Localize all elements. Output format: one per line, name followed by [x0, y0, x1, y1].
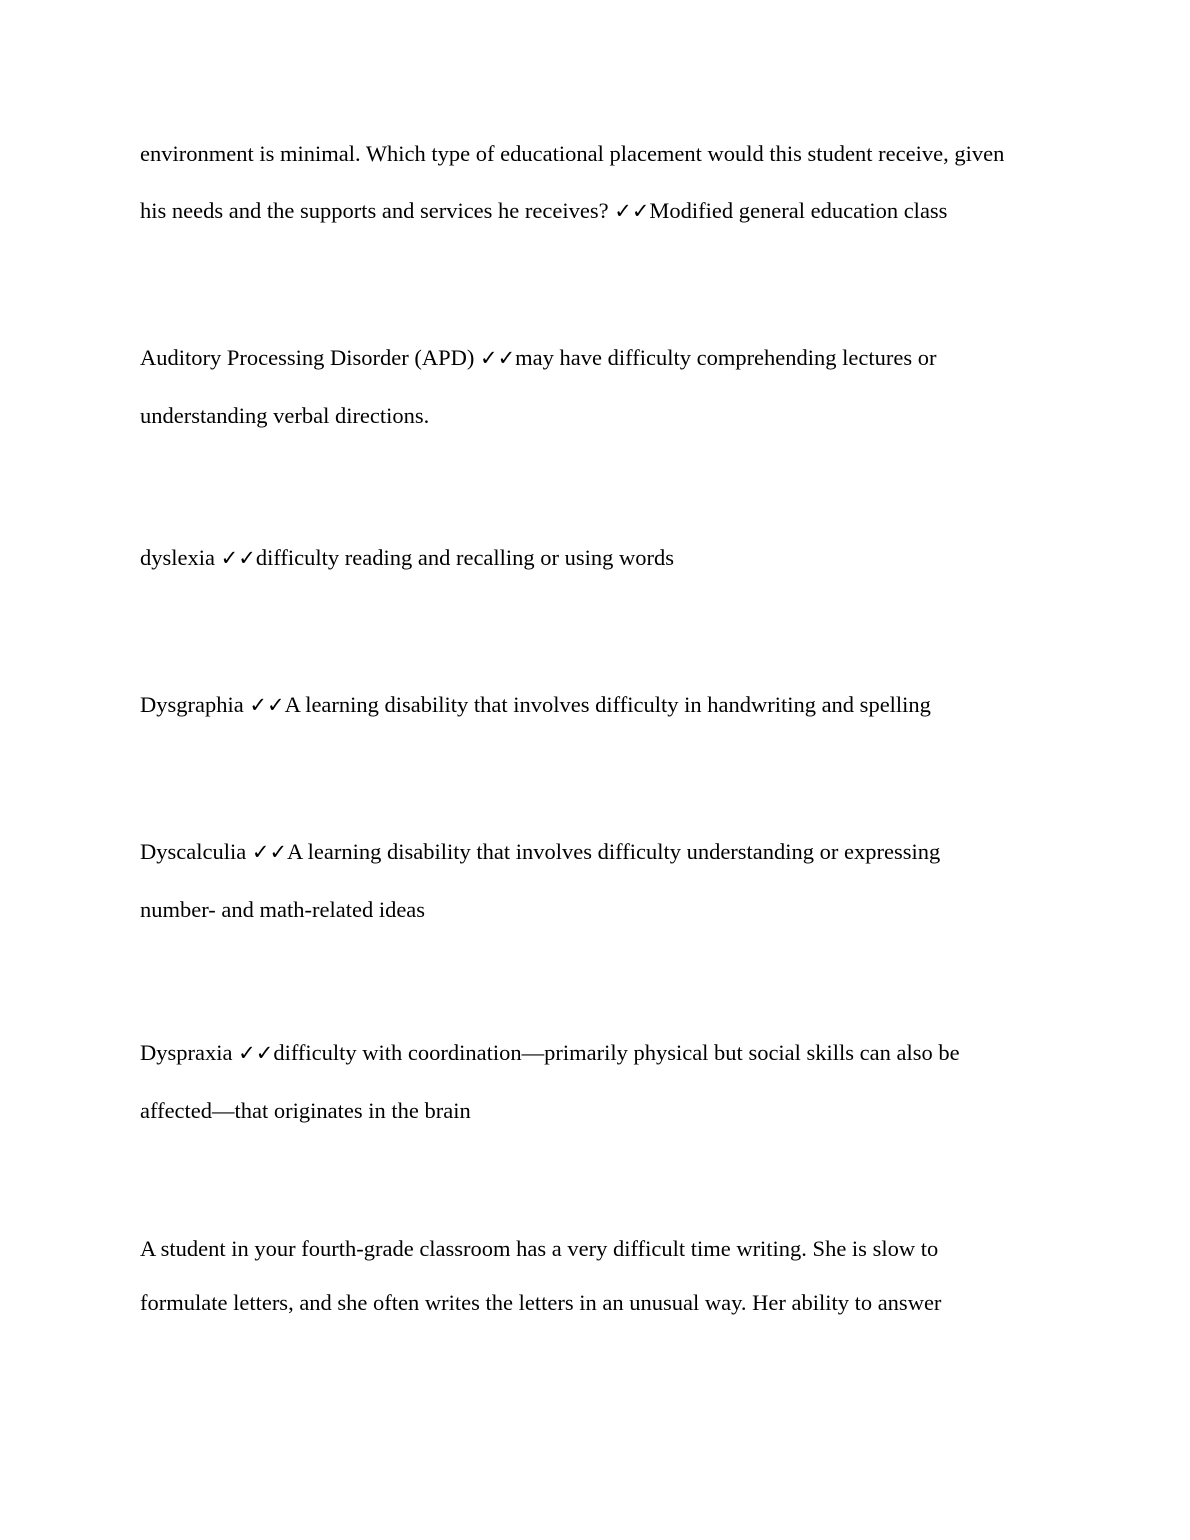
paragraph-line: [140, 841, 940, 864]
paragraph-line: [140, 899, 425, 922]
double-check-icon: ✓✓: [249, 693, 285, 717]
line-text: affected—that originates in the brain: [140, 1098, 471, 1123]
definition-text: A learning disability that involves difficulty in handwriting and spelling: [284, 692, 931, 717]
paragraph-line: [140, 547, 674, 570]
line-text: A student in your fourth-grade classroom has a very difficult time writing. She is slow to: [140, 1236, 939, 1261]
paragraph-line: [140, 1292, 941, 1315]
line-text: formulate letters, and she often writes the letters in an unusual way. Her ability to answer: [140, 1290, 942, 1315]
paragraph-line: [140, 347, 937, 370]
term-text: dyslexia: [140, 545, 221, 570]
paragraph-line: [140, 1042, 960, 1065]
term-text: Dysgraphia: [140, 692, 250, 717]
double-check-icon: ✓✓: [614, 199, 650, 223]
term-text: Dyscalculia: [140, 839, 252, 864]
definition-text: may have difficulty comprehending lectures or: [515, 345, 937, 370]
definition-text: difficulty reading and recalling or using words: [255, 545, 675, 570]
paragraph-line: [140, 1238, 938, 1261]
double-check-icon: ✓✓: [220, 546, 256, 570]
paragraph-line: [140, 1100, 471, 1123]
question-text: his needs and the supports and services he receives?: [140, 198, 615, 223]
line-text: environment is minimal. Which type of educational placement would this student receive, given: [140, 141, 1005, 166]
line-text: understanding verbal directions.: [140, 403, 430, 428]
term-text: Dyspraxia: [140, 1040, 239, 1065]
paragraph-line: [140, 694, 931, 717]
term-text: Auditory Processing Disorder (APD): [140, 345, 480, 370]
definition-text: difficulty with coordination—primarily physical but social skills can also be: [273, 1040, 960, 1065]
answer-text: Modified general education class: [649, 198, 948, 223]
definition-text: A learning disability that involves difficulty understanding or expressing: [287, 839, 941, 864]
double-check-icon: ✓✓: [251, 840, 288, 864]
double-check-icon: ✓✓: [238, 1041, 274, 1065]
double-check-icon: ✓✓: [479, 346, 516, 370]
paragraph-line: [140, 405, 429, 428]
line-text: number- and math-related ideas: [140, 897, 426, 922]
paragraph-line: [140, 200, 947, 223]
paragraph-line: [140, 143, 1004, 166]
